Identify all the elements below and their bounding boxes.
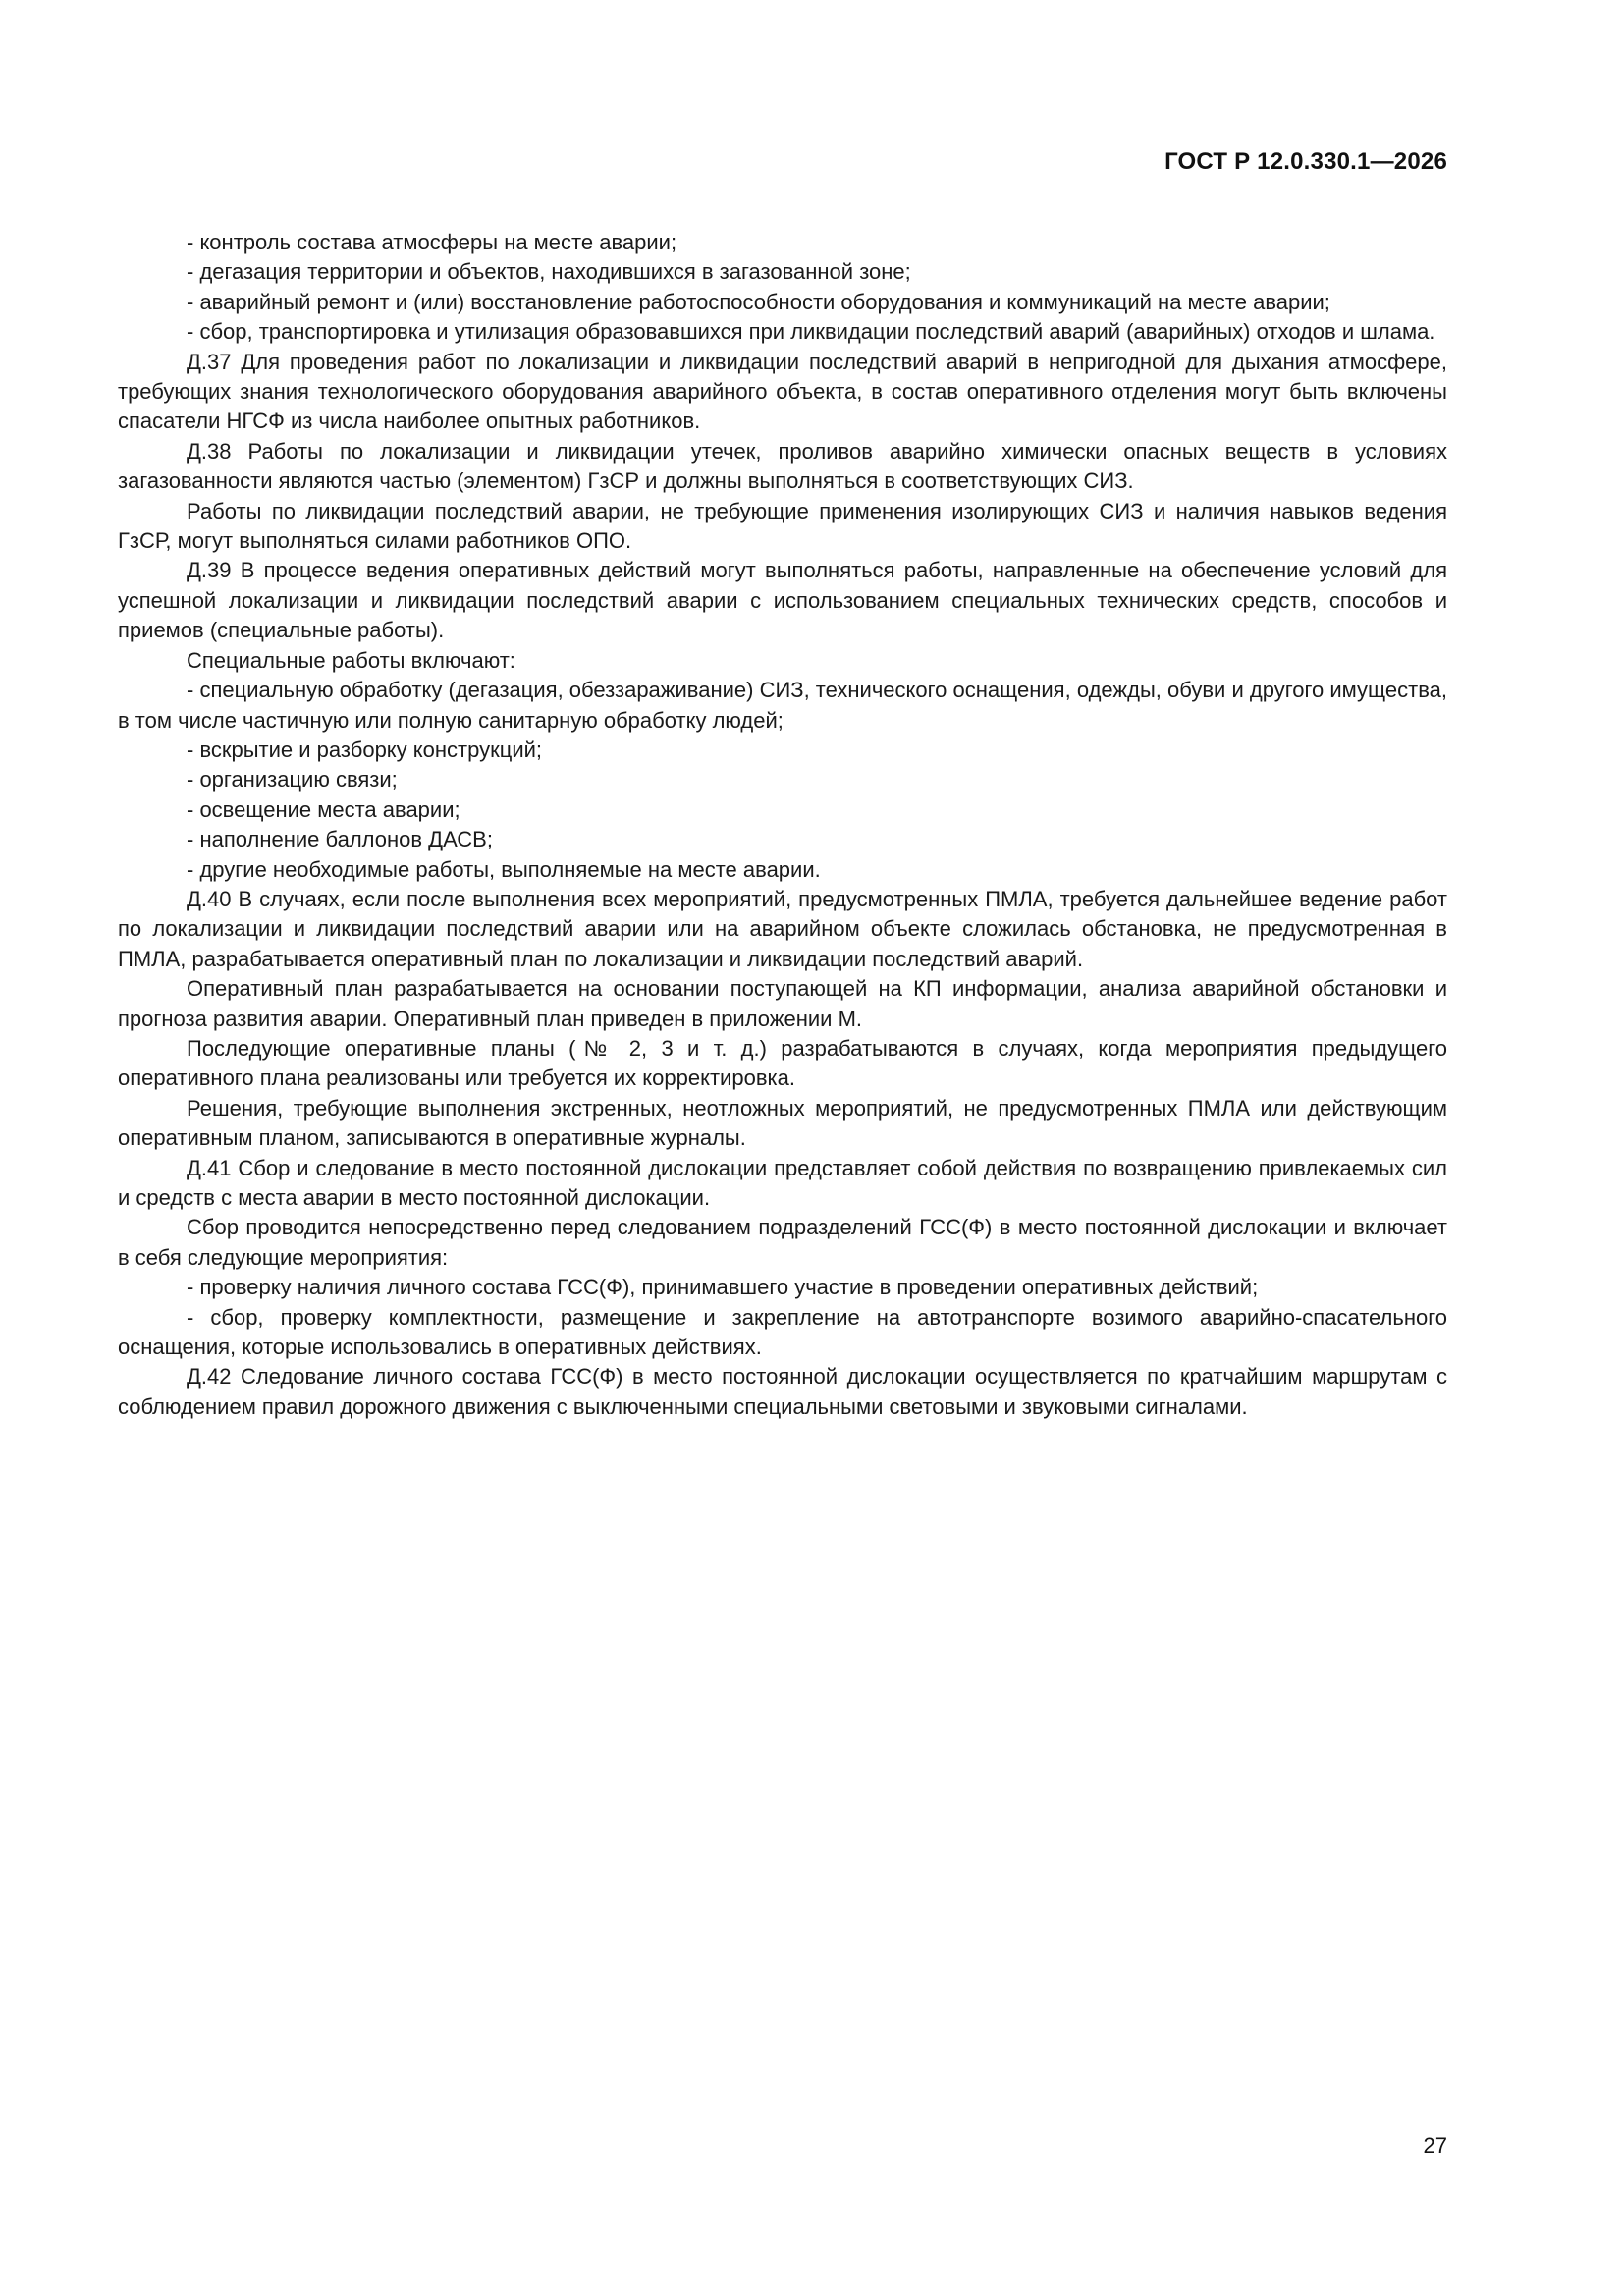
paragraph: - специальную обработку (дегазация, обеззараживание) СИЗ, технического оснащения, одежды, обуви и другого имущества, в том числе частичную или полную санитарную обработку людей; <box>118 678 1447 733</box>
paragraph: - сбор, транспортировка и утилизация образовавшихся при ликвидации последствий аварий (аварийных) отходов и шлама. <box>187 319 1435 345</box>
page-number: 27 <box>1423 2133 1447 2158</box>
paragraph: Решения, требующие выполнения экстренных, неотложных мероприятий, не предусмотренных ПМЛА или действующим оперативным планом, записываются в оперативные журналы. <box>118 1095 1447 1151</box>
paragraph: - контроль состава атмосферы на месте аварии; <box>187 230 677 254</box>
paragraph: - дегазация территории и объектов, находившихся в загазованной зоне; <box>187 259 911 285</box>
paragraph: Последующие оперативные планы (№ 2, 3 и т. д.) разрабатываются в случаях, когда мероприятия предыдущего оперативного плана реализованы или требуется их корректировка. <box>118 1035 1447 1091</box>
paragraph: - другие необходимые работы, выполняемые на месте аварии. <box>187 856 821 882</box>
paragraph: Оперативный план разрабатывается на основании поступающей на КП информации, анализа аварийной обстановки и прогноза развития аварии. Оперативный план приведен в приложении М. <box>118 976 1447 1031</box>
paragraph: Д.42 Следование личного состава ГСС(Ф) в место постоянной дислокации осуществляется по кратчайшим маршрутам с соблюдением правил дорожного движения с выключенными специальными световыми и звуковыми сигналами. <box>118 1364 1447 1419</box>
paragraph: - сбор, проверку комплектности, размещение и закрепление на автотранспорте возимого аварийно-спасательного оснащения, которые использовались в оперативных действиях. <box>118 1304 1447 1360</box>
paragraph: - аварийный ремонт и (или) восстановление работоспособности оборудования и коммуникаций на месте аварии; <box>187 289 1330 314</box>
paragraph: - проверку наличия личного состава ГСС(Ф), принимавшего участие в проведении оперативных действий; <box>187 1275 1259 1300</box>
paragraph: Специальные работы включают: <box>187 647 515 673</box>
paragraph: Сбор проводится непосредственно перед следованием подразделений ГСС(Ф) в место постоянной дислокации и включает в себя следующие мероприятия: <box>118 1215 1447 1270</box>
paragraph: - наполнение баллонов ДАСВ; <box>187 827 493 852</box>
document-header: ГОСТ Р 12.0.330.1—2026 <box>1164 148 1447 175</box>
paragraph: Д.38 Работы по локализации и ликвидации утечек, проливов аварийно химически опасных веществ в условиях загазованности являются частью (элементом) ГзСР и должны выполняться в соответствующих СИЗ. <box>118 438 1447 494</box>
paragraph: - освещение места аварии; <box>187 796 460 822</box>
paragraph: Д.37 Для проведения работ по локализации и ликвидации последствий аварий в непригодной для дыхания атмосфере, требующих знания технологического оборудования аварийного объекта, в состав оперативного отделения могут быть включены спасатели НГСФ из числа наиболее опытных работников. <box>118 349 1447 434</box>
paragraph: - вскрытие и разборку конструкций; <box>187 737 543 762</box>
paragraph: Работы по ликвидации последствий аварии, не требующие применения изолирующих СИЗ и наличия навыков ведения ГзСР, могут выполняться силами работников ОПО. <box>118 498 1447 554</box>
document-body <box>118 228 1447 1422</box>
paragraph: Д.41 Сбор и следование в место постоянной дислокации представляет собой действия по возвращению привлекаемых сил и средств с места аварии в место постоянной дислокации. <box>118 1155 1447 1210</box>
paragraph: Д.40 В случаях, если после выполнения всех мероприятий, предусмотренных ПМЛА, требуется дальнейшее ведение работ по локализации и ликвидации последствий аварии или на аварийном объекте сложилась обстановка, не предусмотренная в ПМЛА, разрабатывается оперативный план по локализации и ликвидации последствий аварий. <box>118 886 1447 971</box>
paragraph: - организацию связи; <box>187 767 398 793</box>
paragraph: Д.39 В процессе ведения оперативных действий могут выполняться работы, направленные на обеспечение условий для успешной локализации и ликвидации последствий аварии с использованием специальных технических средств, способов и приемов (специальные работы). <box>118 558 1447 643</box>
